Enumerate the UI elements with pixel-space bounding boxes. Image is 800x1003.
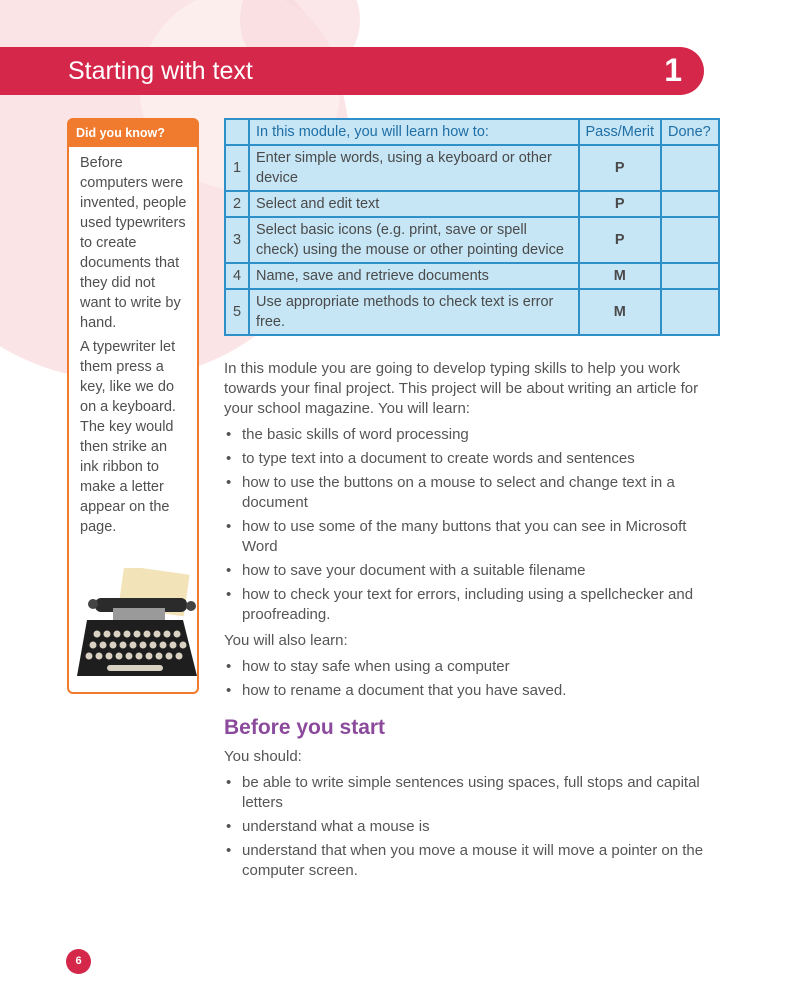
row-done-cell xyxy=(661,145,719,191)
row-number: 1 xyxy=(225,145,249,191)
list-item: • how to use some of the many buttons that you can see in Microsoft Word xyxy=(224,517,724,557)
row-outcome: Enter simple words, using a keyboard or other device xyxy=(249,145,579,191)
table-header-done: Done? xyxy=(661,119,719,145)
row-done-cell xyxy=(661,289,719,335)
list-item: • how to save your document with a suitable filename xyxy=(224,561,724,581)
also-learn-paragraph: You will also learn: xyxy=(224,632,348,649)
should-paragraph: You should: xyxy=(224,748,302,765)
before-you-start-heading: Before you start xyxy=(224,716,386,739)
chapter-header xyxy=(0,47,704,95)
list-item: • how to use the buttons on a mouse to select and change text in a document xyxy=(224,473,724,513)
list-item: • the basic skills of word processing xyxy=(224,425,724,445)
row-done-cell xyxy=(661,217,719,263)
list-item: • how to rename a document that you have saved. xyxy=(224,681,724,701)
table-header-number xyxy=(225,119,249,145)
row-grade: P xyxy=(579,191,662,217)
row-number: 2 xyxy=(225,191,249,217)
table-row xyxy=(225,289,719,335)
chapter-title: Starting with text xyxy=(68,57,253,85)
did-you-know-paragraph: A typewriter let them press a key, like we do on a keyboard. The key would then strike an ink ribbon to make a letter appear on the page. xyxy=(80,339,176,535)
row-outcome: Use appropriate methods to check text is error free. xyxy=(249,289,579,335)
main-content xyxy=(224,359,724,887)
also-learn-list xyxy=(224,657,724,701)
learn-list xyxy=(224,425,724,625)
learning-outcomes-table xyxy=(224,118,720,336)
list-item: • how to check your text for errors, including using a spellchecker and proofreading. xyxy=(224,585,724,625)
row-outcome: Select and edit text xyxy=(249,191,579,217)
row-number: 3 xyxy=(225,217,249,263)
table-header-outcome: In this module, you will learn how to: xyxy=(249,119,579,145)
did-you-know-paragraph: Before computers were invented, people used typewriters to create documents that they did not want to write by hand. xyxy=(80,155,187,331)
table-row xyxy=(225,263,719,289)
table-row xyxy=(225,145,719,191)
row-grade: P xyxy=(579,145,662,191)
row-done-cell xyxy=(661,191,719,217)
row-number: 5 xyxy=(225,289,249,335)
row-outcome: Select basic icons (e.g. print, save or spell check) using the mouse or other pointing device xyxy=(249,217,579,263)
row-grade: P xyxy=(579,217,662,263)
row-grade: M xyxy=(579,263,662,289)
table-row xyxy=(225,217,719,263)
did-you-know-heading: Did you know? xyxy=(69,120,197,147)
row-number: 4 xyxy=(225,263,249,289)
list-item: • be able to write simple sentences using spaces, full stops and capital letters xyxy=(224,773,724,813)
chapter-number: 1 xyxy=(664,52,682,88)
row-outcome: Name, save and retrieve documents xyxy=(249,263,579,289)
did-you-know-text xyxy=(69,147,197,537)
did-you-know-box xyxy=(67,118,199,694)
table-header-grade: Pass/Merit xyxy=(579,119,662,145)
table-row xyxy=(225,191,719,217)
row-grade: M xyxy=(579,289,662,335)
list-item: • to type text into a document to create words and sentences xyxy=(224,449,724,469)
typewriter-illustration xyxy=(73,568,197,686)
list-item: • how to stay safe when using a computer xyxy=(224,657,724,677)
intro-paragraph: In this module you are going to develop typing skills to help you work towards your final project. This project will be about writing an article for your school magazine. You will learn: xyxy=(224,360,699,417)
table-header-row xyxy=(225,119,719,145)
should-list xyxy=(224,773,724,881)
list-item: • understand what a mouse is xyxy=(224,817,724,837)
page-number: 6 xyxy=(66,949,91,974)
list-item: • understand that when you move a mouse it will move a pointer on the computer screen. xyxy=(224,841,724,881)
row-done-cell xyxy=(661,263,719,289)
